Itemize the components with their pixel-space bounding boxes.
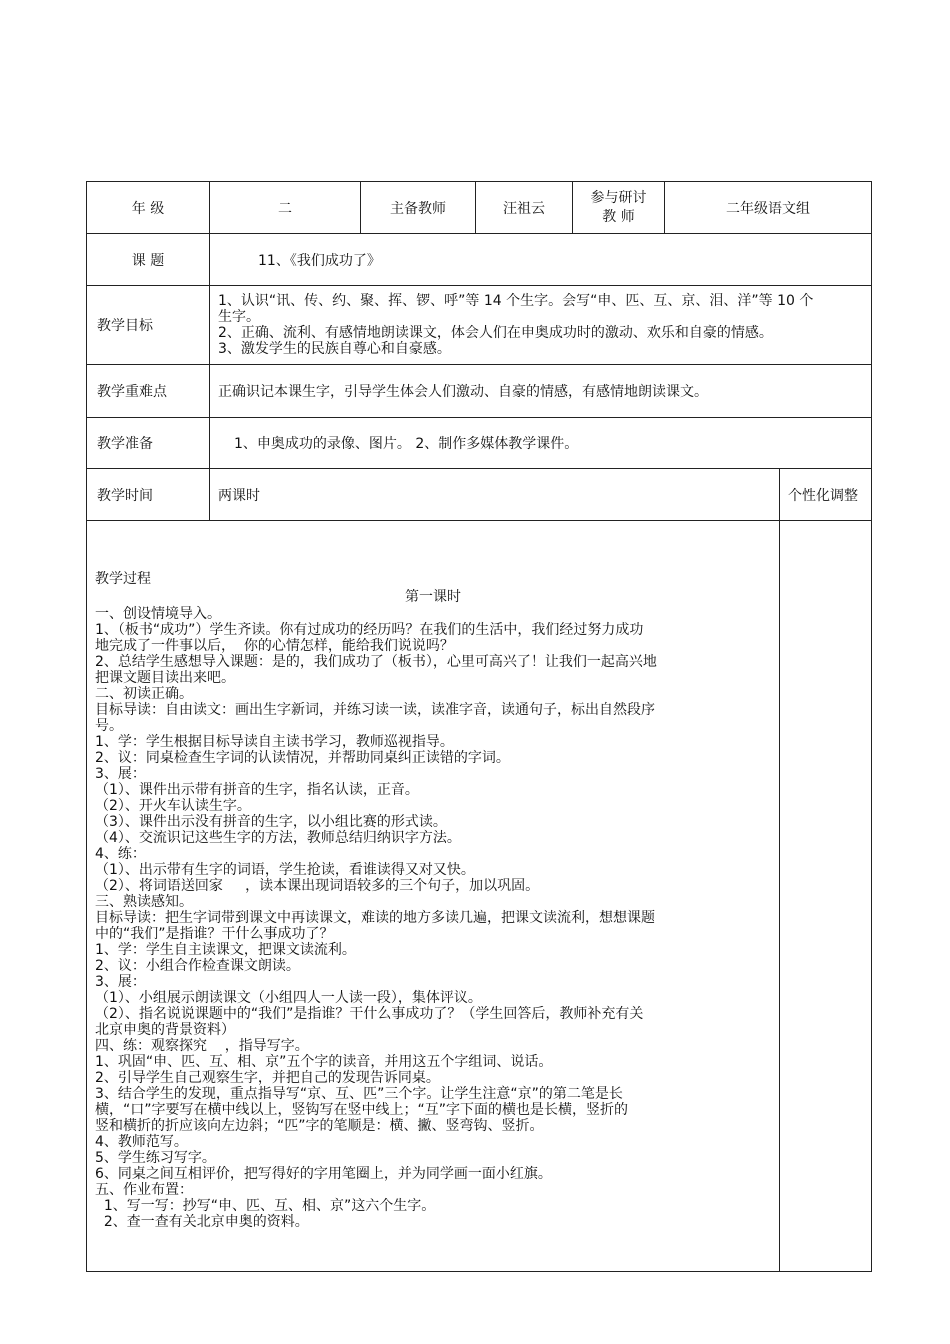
process-line: 2、引导学生自己观察生字，并把自己的发现告诉同桌。 — [95, 1070, 440, 1086]
time-row — [87, 469, 872, 521]
process-line: （2）、将词语送回家 ，读本课出现词语较多的三个句子，加以巩固。 — [95, 878, 540, 894]
grade-label: 年 级 — [87, 182, 210, 234]
process-line: 1、学：学生自主读课文，把课文读流利。 — [95, 942, 356, 958]
process-line: 五、作业布置： — [95, 1182, 193, 1198]
process-line: 目标导读：自由读文：画出生字新词，并练习读一读，读准字音，读通句子，标出自然段序 — [95, 702, 655, 718]
process-line: 一、创设情境导入。 — [95, 606, 221, 622]
topic-label: 课 题 — [87, 234, 210, 286]
lesson-title: 第一课时 — [405, 589, 461, 605]
process-line: （2）、指名说说课题中的“我们”是指谁？干什么事成功了？（学生回答后，教师补充有关 — [95, 1006, 644, 1022]
participants-label — [573, 182, 665, 234]
key-points-value: 正确识记本课生字，引导学生体会人们激动、自豪的情感，有感情地朗读课文。 — [210, 365, 872, 418]
adjust-column — [780, 521, 872, 1272]
key-points-label: 教学重难点 — [87, 365, 210, 418]
participants-label-line2: 教 师 — [602, 208, 635, 225]
process-line: 目标导读：把生字词带到课文中再读课文，难读的地方多读几遍，把课文读流利，想想课题 — [95, 910, 655, 926]
lesson-plan-table — [86, 181, 872, 1272]
process-line: 3、结合学生的发现，重点指导写“京、互、匹”三个字。让学生注意“京”的第二笔是长 — [95, 1086, 623, 1102]
process-line: 4、练： — [95, 846, 146, 862]
goal-line: 生字。 — [218, 309, 260, 325]
process-line: 1、写一写：抄写“申、匹、互、相、京”这六个生字。 — [95, 1198, 436, 1214]
process-content — [87, 521, 780, 1272]
process-line: 2、总结学生感想导入课题：是的，我们成功了（板书），心里可高兴了！让我们一起高兴地 — [95, 654, 657, 670]
topic-value: 11、《我们成功了》 — [210, 234, 872, 286]
preparation-value: 1、申奥成功的录像、图片。 2、制作多媒体教学课件。 — [210, 418, 872, 469]
process-line: 地完成了一件事以后， 你的心情怎样，能给我们说说吗？ — [95, 638, 454, 654]
process-line: （3）、课件出示没有拼音的生字，以小组比赛的形式读。 — [95, 814, 447, 830]
preparation-label: 教学准备 — [87, 418, 210, 469]
process-line: （1）、出示带有生字的词语，学生抢读，看谁读得又对又快。 — [95, 862, 475, 878]
process-lines — [95, 606, 771, 1230]
process-line: 6、同桌之间互相评价，把写得好的字用笔圈上，并为同学画一面小红旗。 — [95, 1166, 552, 1182]
goals-label: 教学目标 — [87, 286, 210, 365]
process-line: 竖和横折的折应该向左边斜；“匹”字的笔顺是：横、撇、竖弯钩、竖折。 — [95, 1118, 544, 1134]
teacher-value: 汪祖云 — [476, 182, 573, 234]
process-line: 中的“我们”是指谁？干什么事成功了？ — [95, 926, 334, 942]
topic-row — [87, 234, 872, 286]
preparation-row — [87, 418, 872, 469]
process-line: 横，“口”字要写在横中线以上，竖钩写在竖中线上；“互”字下面的横也是长横，竖折的 — [95, 1102, 629, 1118]
process-line: 把课文题目读出来吧。 — [95, 670, 235, 686]
process-line: 1、巩固“申、匹、互、相、京”五个字的读音，并用这五个字组词、说话。 — [95, 1054, 553, 1070]
process-line: 5、学生练习写字。 — [95, 1150, 216, 1166]
grade-value: 二 — [210, 182, 361, 234]
goals-content — [210, 286, 872, 365]
adjust-label: 个性化调整 — [780, 469, 872, 521]
process-line: 三、熟读感知。 — [95, 894, 193, 910]
process-line: 北京申奥的背景资料） — [95, 1022, 235, 1038]
header-row — [87, 182, 872, 234]
process-line: 号。 — [95, 718, 123, 734]
goals-row — [87, 286, 872, 365]
process-line: 四、练：观察探究 ，指导写字。 — [95, 1038, 309, 1054]
process-line: 1、（板书“成功”）学生齐读。你有过成功的经历吗？在我们的生活中，我们经过努力成功 — [95, 622, 644, 638]
process-line: （2）、开火车认读生字。 — [95, 798, 251, 814]
process-line: 二、初读正确。 — [95, 686, 193, 702]
goal-line: 3、激发学生的民族自尊心和自豪感。 — [218, 341, 451, 357]
process-line: （1）、课件出示带有拼音的生字，指名认读，正音。 — [95, 782, 419, 798]
participants-value: 二年级语文组 — [665, 182, 872, 234]
process-label: 教学过程 — [95, 571, 151, 587]
goal-line: 1、认识“讯、传、约、聚、挥、锣、呼”等 14 个生字。会写“申、匹、互、京、泪、洋”等 10 个 — [218, 293, 814, 309]
goal-line: 2、正确、流利、有感情地朗读课文，体会人们在申奥成功时的激动、欢乐和自豪的情感。 — [218, 325, 773, 341]
process-line: 3、展： — [95, 766, 146, 782]
process-line: 1、学：学生根据目标导读自主读书学习，教师巡视指导。 — [95, 734, 454, 750]
process-line: 3、展： — [95, 974, 146, 990]
participants-label-line1: 参与研讨 — [590, 189, 647, 206]
time-label: 教学时间 — [87, 469, 210, 521]
process-line: 2、议：同桌检查生字词的认读情况，并帮助同桌纠正读错的字词。 — [95, 750, 510, 766]
key-points-row — [87, 365, 872, 418]
process-line: 4、教师范写。 — [95, 1134, 188, 1150]
process-row — [87, 521, 872, 1272]
process-line: （4）、交流识记这些生字的方法，教师总结归纳识字方法。 — [95, 830, 461, 846]
teacher-label: 主备教师 — [361, 182, 476, 234]
process-line: 2、查一查有关北京申奥的资料。 — [95, 1214, 309, 1230]
process-line: 2、议：小组合作检查课文朗读。 — [95, 958, 300, 974]
process-line: （1）、小组展示朗读课文（小组四人一人读一段），集体评议。 — [95, 990, 482, 1006]
time-value: 两课时 — [210, 469, 780, 521]
